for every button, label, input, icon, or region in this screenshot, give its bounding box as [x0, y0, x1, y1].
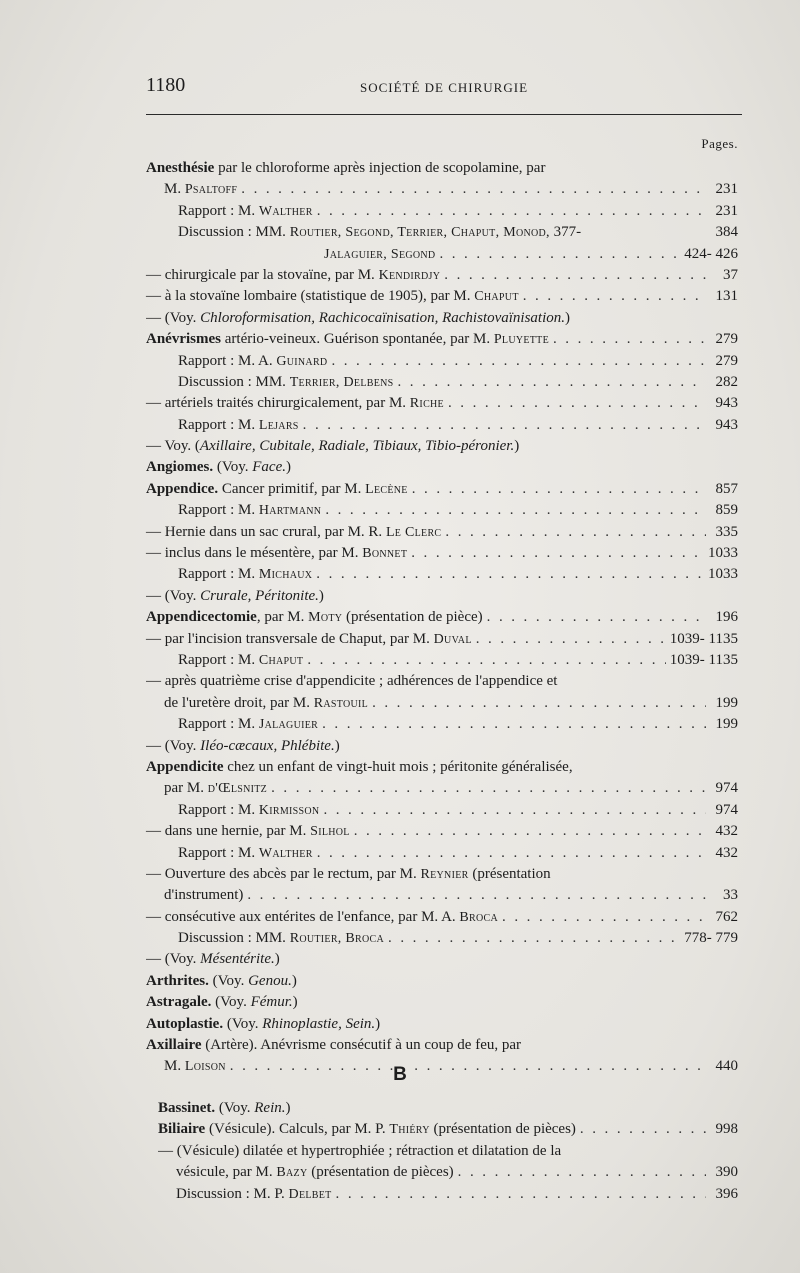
entry-text: [324, 244, 435, 265]
entry-fragment: Crurale, Péritonite.: [200, 587, 319, 604]
entry-heading: Anesthésie: [146, 160, 215, 176]
page-reference: 859: [715, 502, 738, 519]
entry-heading: Axillaire: [146, 1037, 202, 1054]
entry-fragment: (Artère). Anévrisme consécutif à un coup de feu, par: [201, 1037, 521, 1054]
entry-fragment: Rein.: [254, 1100, 286, 1116]
index-entry: [146, 778, 738, 799]
index-entry: [146, 415, 738, 436]
entry-fragment: Cancer primitif, par M.: [218, 480, 366, 497]
entry-text: [158, 1098, 738, 1119]
entry-fragment: Rapport : M.: [178, 801, 259, 818]
index-entry: [146, 693, 738, 714]
page-reference: 432: [715, 823, 738, 840]
entry-text: [178, 928, 384, 949]
index-entry: [158, 1141, 738, 1162]
entry-text: [146, 393, 444, 414]
page-reference: 974: [715, 801, 738, 818]
index-entry: [146, 629, 738, 650]
entry-text: [178, 800, 319, 821]
index-entry: [146, 372, 738, 393]
entry-fragment: par M.: [164, 780, 208, 797]
index-entry: [146, 971, 738, 992]
entry-fragment: 377-: [549, 224, 582, 241]
page-reference: 199: [715, 716, 738, 733]
entry-fragment: de l'uretère droit, par M.: [164, 694, 314, 711]
author-name: Michaux: [258, 567, 313, 583]
index-entry: [146, 607, 738, 628]
entry-text: [176, 1184, 332, 1205]
dot-leader: [523, 286, 706, 307]
author-name: Delbet: [288, 1186, 332, 1202]
index-entry: [146, 201, 738, 222]
dot-leader: [325, 500, 706, 521]
page-reference: 396: [715, 1185, 738, 1202]
entry-fragment: (présentation de pièces): [429, 1121, 576, 1138]
author-name: Jalaguier: [258, 717, 319, 733]
entry-fragment: Axillaire, Cubitale, Radiale, Tibiaux, Tibio-péronier.: [199, 438, 515, 455]
page-reference: 1039- 1135: [669, 630, 738, 647]
entry-text: [146, 436, 738, 457]
header-rule: [146, 114, 742, 115]
entry-fragment: vésicule, par M.: [176, 1164, 277, 1181]
dot-leader: [307, 650, 665, 671]
entry-text: [146, 543, 407, 564]
entry-text: [146, 864, 738, 885]
index-entry: [146, 757, 738, 778]
index-entry: [158, 1184, 738, 1205]
entry-fragment: — (Vésicule) dilatée et hypertrophiée ; rétraction et dilatation de la: [158, 1142, 562, 1159]
entry-text: [146, 1035, 738, 1056]
index-entry: [146, 928, 738, 949]
author-name: Lecène: [365, 481, 408, 497]
entry-fragment: — Ouverture des abcès par le rectum, par M.: [146, 865, 421, 882]
page-number: 1180: [146, 74, 186, 96]
entry-text: [178, 714, 318, 735]
entry-text: [146, 158, 738, 179]
index-entry: [158, 1098, 738, 1119]
dot-leader: [388, 928, 680, 949]
dot-leader: [331, 351, 706, 372]
index-entry: [146, 800, 738, 821]
entry-text: [178, 500, 321, 521]
author-name: Chaput: [258, 652, 304, 668]
entry-fragment: Mésentérite.: [200, 951, 275, 968]
author-name: Bazy: [276, 1165, 308, 1181]
dot-leader: [317, 201, 706, 222]
author-name: Reynier: [420, 866, 469, 882]
index-entry: [146, 586, 738, 607]
index-entry: [146, 843, 738, 864]
entry-fragment: Rapport : M.: [178, 202, 259, 219]
index-entry: [146, 1035, 738, 1056]
entry-text: [158, 1119, 576, 1140]
entry-fragment: Rapport : M.: [178, 502, 259, 519]
dot-leader: [439, 244, 680, 265]
page-reference: 335: [715, 523, 738, 540]
section-letter: B: [393, 1064, 407, 1085]
entry-fragment: ): [292, 994, 298, 1011]
index-section-b: [158, 1098, 738, 1205]
entry-fragment: — consécutive aux entérites de l'enfance, par M. A.: [146, 908, 460, 925]
entry-text: [178, 650, 303, 671]
author-name: Loison: [184, 1059, 226, 1075]
entry-heading: Bassinet.: [158, 1100, 216, 1116]
page-reference: 778- 779: [684, 930, 738, 947]
entry-fragment: ): [285, 1100, 291, 1116]
entry-fragment: ): [375, 1015, 381, 1032]
entry-fragment: — chirurgicale par la stovaïne, par M.: [146, 266, 379, 283]
entry-fragment: M.: [164, 1058, 185, 1075]
entry-fragment: Rhinoplastie, Sein.: [262, 1015, 376, 1032]
page-reference: 1033: [708, 566, 738, 583]
dot-leader: [487, 607, 706, 628]
entry-fragment: — dans une hernie, par M.: [146, 823, 311, 840]
entry-fragment: Discussion : MM.: [178, 224, 290, 241]
dot-leader: [458, 1162, 706, 1183]
index-entry: [146, 179, 738, 200]
entry-text: [146, 971, 738, 992]
entry-text: [146, 821, 350, 842]
author-name: Duval: [433, 631, 472, 647]
author-name: Riche: [409, 396, 444, 412]
dot-leader: [397, 372, 706, 393]
index-entry: [146, 308, 738, 329]
dot-leader: [336, 1184, 706, 1205]
entry-heading: Angiomes.: [146, 459, 214, 476]
entry-fragment: Rapport : M.: [178, 416, 259, 433]
page-reference: 196: [715, 609, 738, 626]
index-entry: [146, 265, 738, 286]
entry-fragment: — après quatrième crise d'appendicite ; adhérences de l'appendice et: [146, 673, 558, 690]
index-entry: [146, 393, 738, 414]
author-name: Kirmisson: [258, 802, 320, 818]
dot-leader: [354, 821, 706, 842]
entry-text: [146, 308, 738, 329]
entry-fragment: — artériels traités chirurgicalement, par M.: [146, 395, 410, 412]
entry-fragment: (Voy.: [213, 459, 253, 476]
page-reference: 279: [715, 331, 738, 348]
entry-text: [146, 607, 483, 628]
page-reference: 199: [715, 694, 738, 711]
page-reference: 998: [715, 1121, 738, 1138]
entry-fragment: ): [274, 951, 280, 968]
dot-leader: [241, 179, 706, 200]
author-name: Broca: [459, 909, 499, 925]
dot-leader: [317, 843, 706, 864]
entry-fragment: , par M.: [256, 609, 309, 626]
author-name: Routier, Broca: [289, 931, 385, 947]
index-entry: [146, 329, 738, 350]
entry-heading: Biliaire: [158, 1121, 206, 1138]
entry-fragment: ): [291, 972, 297, 989]
dot-leader: [323, 800, 706, 821]
entry-heading: Anévrismes: [146, 331, 221, 348]
entry-text: [178, 843, 313, 864]
entry-text: [178, 415, 299, 436]
author-name: Bonnet: [362, 546, 408, 562]
page-reference: 857: [715, 480, 738, 497]
page-reference: 231: [715, 202, 738, 219]
index-entry: [146, 949, 738, 970]
entry-text: [178, 351, 327, 372]
entry-heading: Appendicectomie: [146, 609, 257, 626]
author-name: Jalaguier, Segond: [324, 246, 436, 262]
page-reference: 384: [715, 224, 738, 241]
entry-text: [158, 1141, 738, 1162]
entry-text: [146, 671, 738, 692]
author-name: Guinard: [276, 353, 328, 369]
entry-fragment: Rapport : M.: [178, 716, 259, 733]
page-reference: 390: [715, 1164, 738, 1181]
entry-fragment: Rapport : M. A.: [178, 352, 277, 369]
entry-fragment: — par l'incision transversale de Chaput, par M.: [146, 630, 434, 647]
entry-fragment: — (Voy.: [146, 309, 201, 326]
dot-leader: [502, 907, 706, 928]
entry-text: [146, 992, 738, 1013]
dot-leader: [448, 393, 706, 414]
author-name: Psaltoff: [184, 182, 238, 198]
dot-leader: [445, 522, 706, 543]
dot-leader: [476, 629, 666, 650]
entry-fragment: Rapport : M.: [178, 651, 259, 668]
entry-text: [146, 907, 498, 928]
index-entry: [146, 222, 738, 243]
index-entry: [146, 885, 738, 906]
author-name: Chaput: [474, 289, 519, 305]
dot-leader: [411, 543, 704, 564]
running-head: SOCIÉTÉ DE CHIRURGIE: [359, 80, 529, 95]
page-reference: 33: [723, 887, 738, 904]
entry-text: [164, 693, 368, 714]
index-entry: [146, 821, 738, 842]
page-reference: 974: [715, 780, 738, 797]
entry-heading: Autoplastie.: [146, 1015, 224, 1032]
entry-text: [178, 201, 313, 222]
author-name: Silhol: [310, 824, 350, 840]
entry-text: [178, 372, 393, 393]
index-entry: [146, 286, 738, 307]
author-name: Kendirdjy: [378, 267, 441, 283]
entry-text: [146, 522, 441, 543]
entry-fragment: Genou.: [248, 972, 292, 989]
entry-fragment: Chloroformisation, Rachicocaïnisation, Rachistovaïnisation.: [200, 309, 566, 326]
index-entry: [146, 714, 738, 735]
entry-heading: Appendice.: [146, 480, 219, 497]
index-entry: [146, 992, 738, 1013]
entry-heading: Astragale.: [146, 994, 212, 1011]
page-reference: 432: [715, 844, 738, 861]
author-name: Walther: [258, 203, 313, 219]
index-entry: [146, 543, 738, 564]
entry-text: [164, 778, 267, 799]
index-entry: [146, 436, 738, 457]
entry-fragment: (présentation de pièce): [342, 609, 483, 626]
entry-fragment: — Voy. (: [146, 438, 200, 455]
page-reference: 279: [715, 352, 738, 369]
dot-leader: [316, 564, 704, 585]
entry-text: [178, 564, 312, 585]
entry-text: [146, 329, 549, 350]
entry-fragment: (Voy.: [223, 1015, 263, 1032]
author-name: Thiéry: [389, 1122, 430, 1138]
entry-fragment: (Vésicule). Calculs, par M. P.: [205, 1121, 390, 1138]
entry-fragment: (Voy.: [211, 994, 251, 1011]
entry-text: [146, 586, 738, 607]
entry-fragment: Rapport : M.: [178, 844, 259, 861]
page-reference: 131: [715, 288, 738, 305]
entry-fragment: artério-veineux. Guérison spontanée, par M.: [221, 331, 494, 348]
entry-text: [146, 1014, 738, 1035]
dot-leader: [271, 778, 706, 799]
entry-text: [164, 179, 237, 200]
entry-text: [146, 457, 738, 478]
entry-text: [146, 629, 472, 650]
author-name: Rastouil: [313, 695, 369, 711]
entry-heading: Appendicite: [146, 758, 224, 775]
index-entry: [146, 457, 738, 478]
author-name: Le Clerc: [385, 524, 442, 540]
author-name: Hartmann: [258, 503, 322, 519]
entry-fragment: ): [286, 459, 291, 476]
entry-fragment: Discussion : M. P.: [176, 1185, 289, 1202]
index-entry: [146, 650, 738, 671]
page-reference: 762: [715, 908, 738, 925]
page-reference: 1039- 1135: [669, 651, 738, 668]
index-entry: [158, 1119, 738, 1140]
index-entry: [146, 907, 738, 928]
author-name: Walther: [258, 845, 313, 861]
entry-fragment: ): [318, 587, 324, 604]
page-reference: 943: [715, 395, 738, 412]
entry-text: [178, 222, 710, 243]
entry-text: [146, 757, 738, 778]
index-entry: [146, 864, 738, 885]
index-entry: [146, 158, 738, 179]
index-entry: [146, 1014, 738, 1035]
page-reference: 282: [715, 373, 738, 390]
entry-text: [146, 479, 408, 500]
dot-leader: [444, 265, 706, 286]
entry-fragment: chez un enfant de vingt-huit mois ; péritonite généralisée,: [223, 758, 573, 775]
entry-fragment: (Voy.: [208, 972, 249, 989]
dot-leader: [247, 885, 706, 906]
pages-column-label: Pages.: [701, 136, 738, 151]
entry-fragment: ): [565, 309, 571, 326]
page-reference: 943: [715, 416, 738, 433]
entry-text: [146, 949, 738, 970]
index-entry: [146, 500, 738, 521]
index-section-a: [146, 158, 738, 1078]
dot-leader: [580, 1119, 706, 1140]
entry-fragment: M.: [164, 181, 185, 198]
author-name: Terrier, Delbens: [289, 374, 394, 390]
entry-fragment: Fémur.: [250, 994, 293, 1011]
page-reference: 37: [723, 266, 738, 283]
entry-text: [146, 265, 440, 286]
entry-fragment: — inclus dans le mésentère, par M.: [146, 545, 363, 562]
entry-fragment: Discussion : MM.: [178, 373, 290, 390]
index-entry: [146, 522, 738, 543]
index-entry: [146, 564, 738, 585]
page-reference: 231: [715, 181, 738, 198]
entry-fragment: — à la stovaïne lombaire (statistique de 1905), par M.: [146, 288, 475, 305]
index-entry: [158, 1162, 738, 1183]
page-reference: 440: [715, 1058, 738, 1075]
entry-fragment: Rapport : M.: [178, 566, 259, 583]
entry-fragment: ): [334, 737, 340, 754]
index-entry: [146, 244, 738, 265]
entry-text: [164, 885, 243, 906]
entry-fragment: par le chloroforme après injection de scopolamine, par: [214, 160, 546, 176]
entry-fragment: d'instrument): [164, 887, 244, 904]
index-entry: [146, 671, 738, 692]
entry-fragment: (présentation de pièces): [307, 1164, 454, 1181]
entry-fragment: — (Voy.: [146, 951, 201, 968]
author-name: Moty: [308, 610, 343, 626]
page-reference: 424- 426: [684, 245, 738, 262]
index-entry: [146, 479, 738, 500]
author-name: Lejars: [258, 417, 299, 433]
author-name: Routier, Segond, Terrier, Chaput, Monod,: [289, 225, 550, 241]
entry-fragment: ): [514, 438, 520, 455]
entry-fragment: — (Voy.: [146, 737, 201, 754]
dot-leader: [412, 479, 706, 500]
entry-fragment: (présentation: [468, 865, 551, 882]
entry-fragment: Face.: [252, 459, 286, 476]
author-name: d'Œlsnitz: [207, 781, 268, 797]
entry-fragment: Discussion : MM.: [178, 930, 290, 947]
entry-text: [146, 736, 738, 757]
page-header: [146, 74, 742, 104]
entry-fragment: — (Voy.: [146, 587, 201, 604]
dot-leader: [553, 329, 706, 350]
dot-leader: [303, 415, 706, 436]
entry-text: [146, 286, 519, 307]
index-entry: [146, 351, 738, 372]
index-entry: [146, 736, 738, 757]
entry-heading: Arthrites.: [146, 972, 209, 989]
dot-leader: [372, 693, 706, 714]
entry-text: [176, 1162, 454, 1183]
dot-leader: [322, 714, 706, 735]
author-name: Pluyette: [493, 332, 549, 348]
entry-fragment: (Voy.: [215, 1100, 255, 1116]
entry-fragment: Iléo-cæcaux, Phlébite.: [200, 737, 335, 754]
page-reference: 1033: [708, 545, 738, 562]
entry-fragment: — Hernie dans un sac crural, par M. R.: [146, 523, 386, 540]
